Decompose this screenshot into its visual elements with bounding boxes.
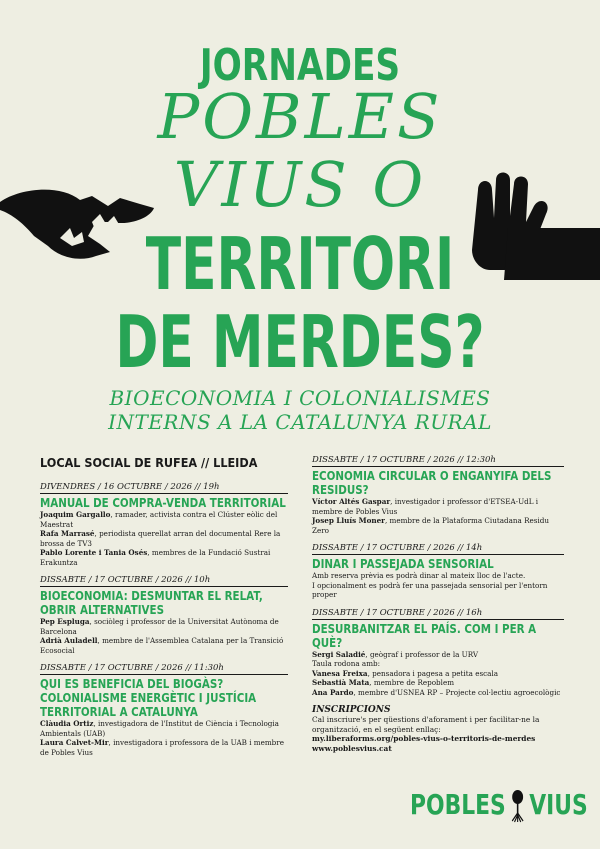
event-title: BIOECONOMIA: DESMUNTAR EL RELAT, OBRIR ALTERNATIVES xyxy=(40,589,263,617)
subtitle-line-1: BIOECONOMIA I COLONIALISMES xyxy=(109,386,491,410)
event-title: DINAR I PASSEJADA SENSORIAL xyxy=(312,557,494,571)
event-title: MANUAL DE COMPRA-VENDA TERRITORIAL xyxy=(40,496,286,510)
title-de-merdes: DE MERDES? xyxy=(115,300,485,384)
speaker-line: Vanesa Freixa, pensadora i pagesa a petita escala xyxy=(312,668,499,678)
title-pobles: POBLES xyxy=(157,80,443,153)
logo-text-left: POBLES xyxy=(410,788,506,821)
event-date: DISSABTE / 17 OCTUBRE / 2026 // 16h xyxy=(312,608,564,620)
info-line: Taula rodona amb: xyxy=(312,659,381,668)
pobles-vius-logo xyxy=(410,788,588,823)
speaker-line: Rafa Marrasé, periodista querellat arran del documental Rere la brossa de TV3 xyxy=(40,529,281,548)
speaker-line: Josep Lluís Moner, membre de la Plataforma Ciutadana Residu Zero xyxy=(312,516,549,535)
title-vius-o: VIUS O xyxy=(173,148,427,221)
event-date: DISSABTE / 17 OCTUBRE / 2026 // 12:30h xyxy=(312,455,564,467)
speaker-line: Clàudia Ortiz, investigadora de l'Institut de Ciència i Tecnologia Ambientals (UAB) xyxy=(40,719,279,738)
event-3 xyxy=(40,663,288,757)
event-1 xyxy=(40,482,288,567)
event-date: DIVENDRES / 16 OCTUBRE / 2026 // 19h xyxy=(40,482,288,494)
info-line: I opcionalment es podrà fer una passejada sensorial per l'entorn proper xyxy=(312,580,548,599)
event-date: DISSABTE / 17 OCTUBRE / 2026 // 10h xyxy=(40,575,288,587)
event-2 xyxy=(40,575,288,655)
inscriptions-text: Cal inscriure's per qüestions d'aforament i per facilitar-ne la organització, en el següent enllaç: xyxy=(312,715,540,734)
program-right-column xyxy=(312,455,564,753)
program-left-column xyxy=(40,455,288,765)
logo-text-right: VIUS xyxy=(529,788,588,821)
event-5 xyxy=(312,543,564,600)
event-date: DISSABTE / 17 OCTUBRE / 2026 // 14h xyxy=(312,543,564,555)
speaker-line: Pablo Lorente i Tania Osés, membres de la Fundació Sustrai Erakuntza xyxy=(40,548,271,567)
event-title: QUI ES BENEFICIA DEL BIOGÀS? COLONIALISME ENERGÈTIC I JUSTÍCIA TERRITORIAL A CATALUNYA xyxy=(40,677,257,719)
event-date: DISSABTE / 17 OCTUBRE / 2026 // 11:30h xyxy=(40,663,288,675)
speaker-line: Pep Espluga, sociòleg i professor de la Universitat Autònoma de Barcelona xyxy=(40,617,279,636)
event-4 xyxy=(312,455,564,535)
speaker-line: Sebastià Mata, membre de Repoblem xyxy=(312,678,455,687)
title-territori: TERRITORI xyxy=(145,222,455,306)
inscriptions-title: INSCRIPCIONS xyxy=(312,705,391,715)
speaker-line: Sergi Saladié, geògraf i professor de la URV xyxy=(312,649,479,659)
event-title: ECONOMIA CIRCULAR O ENGANYIFA DELS RESIDUS? xyxy=(312,469,552,497)
registration-link[interactable]: my.liberaforms.org/pobles-vius-o-territoris-de-merdes xyxy=(312,734,536,743)
tree-roots-icon xyxy=(509,789,526,823)
info-line: Amb reserva prèvia es podrà dinar al mateix lloc de l'acte. xyxy=(312,571,526,580)
speaker-line: Laura Calvet-Mir, investigadora i professora de la UAB i membre de Pobles Vius xyxy=(40,738,284,757)
title-jornades: JORNADES xyxy=(199,40,401,91)
inscriptions-block xyxy=(312,705,564,753)
subtitle-line-2: INTERNS A LA CATALUNYA RURAL xyxy=(108,410,492,434)
speaker-line: Víctor Altés Gaspar, investigador i professor d'ETSEA-UdL i membre de Pobles Vius xyxy=(312,497,539,516)
venue-label: LOCAL SOCIAL DE RUFEA // LLEIDA xyxy=(40,455,258,470)
biting-mouth-illustration xyxy=(0,178,160,268)
website-link[interactable]: www.poblesvius.cat xyxy=(312,743,392,753)
speaker-line: Joaquim Gargallo, ramader, activista contra el Clúster eòlic del Maestrat xyxy=(40,510,278,529)
speaker-line: Adrià Auladell, membre de l'Assemblea Catalana per la Transició Ecosocial xyxy=(40,636,284,655)
stop-hand-illustration xyxy=(464,170,600,300)
speaker-line: Ana Pardo, membre d'USNEA RP – Projecte col·lectiu agroecològic xyxy=(312,687,561,697)
event-title: DESURBANITZAR EL PAÍS. COM I PER A QUÈ? xyxy=(312,621,537,650)
event-6 xyxy=(312,608,564,698)
